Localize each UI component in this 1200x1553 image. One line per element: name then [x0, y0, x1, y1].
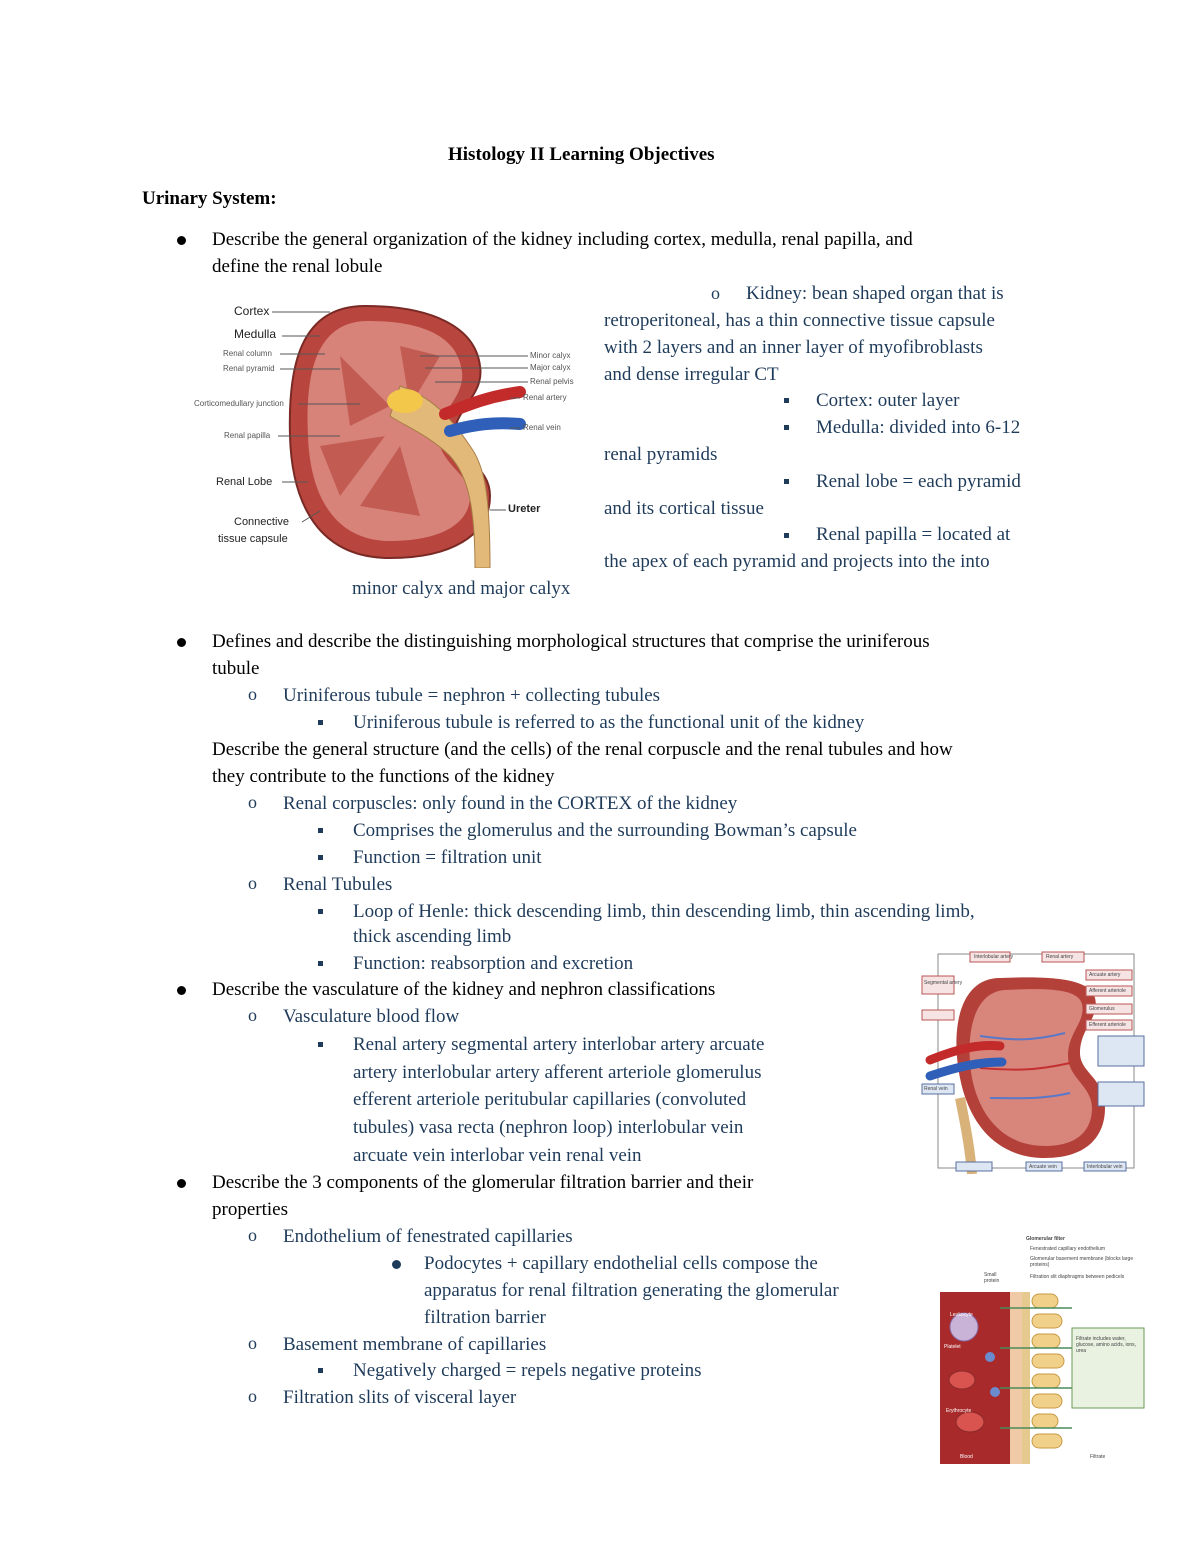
vasc-label: Afferent arteriole — [1089, 988, 1126, 994]
objective-1-line1: Describe the general organization of the kidney including cortex, medulla, renal papilla, and — [212, 229, 913, 250]
note-text: Comprises the glomerulus and the surrounding Bowman’s capsule — [353, 820, 857, 841]
square-bullet — [318, 961, 323, 966]
filter-title: Glomerular filter — [1026, 1236, 1065, 1242]
vasc-label: Interlobular vein — [1087, 1164, 1123, 1170]
sub-marker: o — [248, 792, 257, 812]
label-renal-artery: Renal artery — [523, 393, 567, 402]
note-text: apparatus for renal filtration generating the glomerular — [424, 1280, 839, 1301]
filter-label: Erythrocyte — [946, 1408, 972, 1414]
vasc-label: Renal vein — [924, 1086, 948, 1092]
note-text: artery interlobular artery afferent arteriole glomerulus — [353, 1062, 762, 1083]
label-cortex: Cortex — [234, 304, 270, 318]
bullet-dot — [177, 638, 186, 647]
square-bullet — [318, 1368, 323, 1373]
label-renal-papilla: Renal papilla — [224, 431, 271, 440]
filter-label: Platelet — [944, 1344, 961, 1350]
square-bullet — [318, 909, 323, 914]
sub-marker: o — [248, 684, 257, 704]
note-text: Renal artery segmental artery interlobar artery arcuate — [353, 1034, 765, 1055]
note-text: Renal Tubules — [283, 874, 393, 895]
note-text: Kidney: bean shaped organ that is — [746, 283, 1004, 304]
note-text: Vasculature blood flow — [283, 1006, 460, 1027]
note-text: with 2 layers and an inner layer of myofibroblasts — [604, 337, 983, 358]
objective-4-line1: Describe the vasculature of the kidney and nephron classifications — [212, 979, 716, 1000]
filter-label: Filtration slit diaphragms between pedicels — [1030, 1274, 1125, 1280]
square-bullet — [318, 828, 323, 833]
objective-2-line2: tubule — [212, 658, 260, 679]
sub-marker: o — [248, 1333, 257, 1353]
note-text: renal pyramids — [604, 444, 718, 465]
objective-3-line2: they contribute to the functions of the kidney — [212, 766, 555, 787]
objective-2-line1: Defines and describe the distinguishing morphological structures that comprise the uriniferous — [212, 631, 930, 652]
square-bullet — [318, 720, 323, 725]
note-text: thick ascending limb — [353, 926, 512, 947]
filter-label: Filtrate — [1090, 1454, 1106, 1460]
label-renal-vein: Renal vein — [523, 423, 561, 432]
note-text: Podocytes + capillary endothelial cells compose the — [424, 1253, 818, 1274]
note-text: filtration barrier — [424, 1307, 546, 1328]
square-bullet — [784, 425, 789, 430]
label-renal-column: Renal column — [223, 349, 272, 358]
note-text: and its cortical tissue — [604, 498, 764, 519]
vasc-label: Renal artery — [1046, 954, 1074, 960]
note-text: Renal corpuscles: only found in the CORTEX of the kidney — [283, 793, 738, 814]
note-text: Renal papilla = located at — [816, 524, 1011, 545]
label-major-calyx: Major calyx — [530, 363, 571, 372]
vasculature-figure — [920, 948, 1152, 1174]
filter-label: Blood — [960, 1454, 973, 1460]
note-text: Loop of Henle: thick descending limb, thin descending limb, thin ascending limb, — [353, 901, 975, 922]
page-title: Histology II Learning Objectives — [448, 144, 715, 165]
sub-marker: o — [248, 1386, 257, 1406]
note-text: minor calyx and major calyx — [352, 578, 571, 599]
note-text: and dense irregular CT — [604, 364, 779, 385]
note-text: Negatively charged = repels negative proteins — [353, 1360, 702, 1381]
kidney-figure — [190, 296, 590, 568]
square-bullet — [784, 398, 789, 403]
square-bullet — [318, 1042, 323, 1047]
objective-3-line1: Describe the general structure (and the cells) of the renal corpuscle and the renal tubules and how — [212, 739, 953, 760]
bullet-dot — [392, 1260, 401, 1269]
filter-label: Fenestrated capillary endothelium — [1030, 1246, 1106, 1252]
filter-label: Leukocyte — [950, 1312, 973, 1318]
label-minor-calyx: Minor calyx — [530, 351, 571, 360]
vasc-label: Arcuate vein — [1029, 1164, 1057, 1170]
square-bullet — [784, 533, 789, 538]
sub-marker: o — [248, 1005, 257, 1025]
bullet-dot — [177, 1179, 186, 1188]
note-text: efferent arteriole peritubular capillaries (convoluted — [353, 1089, 747, 1110]
note-text: tubules) vasa recta (nephron loop) interlobular vein — [353, 1117, 744, 1138]
note-text: Renal lobe = each pyramid — [816, 471, 1021, 492]
note-text: the apex of each pyramid and projects into the into — [604, 551, 990, 572]
note-text: Function: reabsorption and excretion — [353, 953, 634, 974]
label-renal-pelvis: Renal pelvis — [530, 377, 574, 386]
filter-label: Small protein — [984, 1272, 1000, 1284]
filter-label: Filtrate includes water, glucose, amino acids, ions, urea — [1076, 1336, 1137, 1354]
label-capsule-2: tissue capsule — [218, 533, 288, 545]
note-text: arcuate vein interlobar vein renal vein — [353, 1145, 642, 1166]
label-ureter: Ureter — [508, 503, 541, 515]
label-medulla: Medulla — [234, 327, 277, 341]
bullet-dot — [177, 236, 186, 245]
vasc-label: Efferent arteriole — [1089, 1022, 1126, 1028]
sub-marker: o — [248, 1225, 257, 1245]
bullet-dot — [177, 986, 186, 995]
label-renal-pyramid: Renal pyramid — [223, 364, 275, 373]
vasc-label: Interlobular artery — [974, 954, 1014, 960]
glomerular-filter-figure — [940, 1232, 1152, 1464]
note-text: Endothelium of fenestrated capillaries — [283, 1226, 573, 1247]
objective-5-line1: Describe the 3 components of the glomerular filtration barrier and their — [212, 1172, 754, 1193]
filter-label: Glomerular basement membrane (blocks large proteins) — [1030, 1256, 1134, 1268]
vasc-label: Arcuate artery — [1089, 972, 1121, 978]
note-text: Medulla: divided into 6-12 — [816, 417, 1021, 438]
vasc-label: Segmental artery — [924, 980, 963, 986]
note-text: Cortex: outer layer — [816, 390, 960, 411]
objective-5-line2: properties — [212, 1199, 288, 1220]
label-renal-lobe: Renal Lobe — [216, 476, 273, 488]
square-bullet — [784, 479, 789, 484]
label-capsule-1: Connective — [234, 516, 290, 528]
sub-marker: o — [711, 283, 720, 303]
note-text: Function = filtration unit — [353, 847, 542, 868]
note-text: Basement membrane of capillaries — [283, 1334, 547, 1355]
note-text: Filtration slits of visceral layer — [283, 1387, 517, 1408]
note-text: Uriniferous tubule is referred to as the functional unit of the kidney — [353, 712, 865, 733]
note-text: Uriniferous tubule = nephron + collecting tubules — [283, 685, 661, 706]
note-text: retroperitoneal, has a thin connective tissue capsule — [604, 310, 995, 331]
section-heading: Urinary System: — [142, 188, 277, 209]
vasc-label: Glomerulus — [1089, 1006, 1115, 1012]
label-corticomedullary: Corticomedullary junction — [194, 399, 284, 408]
square-bullet — [318, 855, 323, 860]
objective-1-line2: define the renal lobule — [212, 256, 383, 277]
sub-marker: o — [248, 873, 257, 893]
